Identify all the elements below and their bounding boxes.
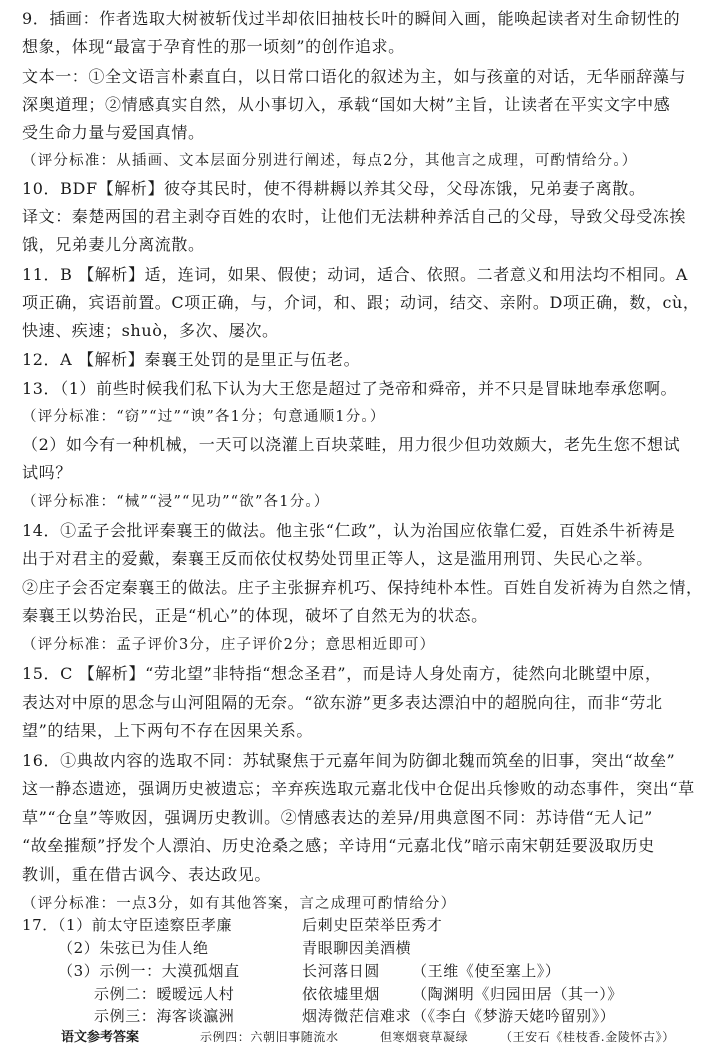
q12-line: 12．A 【解析】秦襄王处罚的是里正与伍老。 — [22, 350, 361, 369]
q9-text-line-2: 深奥道理；②情感真实自然，从小事切入，承载“国如大树”主旨，让读者在平实文字中感 — [22, 95, 671, 114]
q10-translation-line-2: 饿，兄弟妻儿分离流散。 — [22, 235, 205, 254]
q9-scoring-note: （评分标准：从插画、文本层面分别进行阐述，每点2分，其他言之成理，可酌情给分。） — [22, 153, 638, 169]
q16-line-3: 草”“仓皇”等败因，强调历史教训。②情感表达的差异/用典意图不同：苏诗借“无人记” — [22, 808, 653, 827]
q14-line-1: 14．①孟子会批评秦襄王的做法。他主张“仁政”，认为治国应依靠仁爱，百姓杀牛祈祷是 — [22, 521, 676, 540]
q17-row-6-col-a: 示例四：六朝旧事随流水 — [200, 1030, 339, 1044]
q13-part1-scoring-note: （评分标准：“窃”“过”“谀”各1分；句意通顺1分。） — [22, 409, 386, 425]
q17-row-3-col-c: （王维《使至塞上》） — [412, 962, 561, 980]
q17-row-6-col-c: （王安石《桂枝香.金陵怀古》） — [500, 1030, 675, 1044]
q11-line-1: 11．B 【解析】适，连词，如果、假使；动词，适合、依照。二者意义和用法均不相同。A — [22, 265, 688, 284]
q13-part2-line-2: 试吗？ — [22, 463, 72, 482]
q17-row-3-col-a: （3）示例一：大漠孤烟直 — [58, 962, 240, 980]
q17-row-4 — [0, 983, 707, 1006]
q17-row-5-6-container — [0, 1006, 707, 1026]
q10-translation-line-1: 译文：秦楚两国的君主剥夺百姓的农时，让他们无法耕种养活自己的父母，导致父母受冻挨 — [22, 207, 687, 226]
q17-row-5-col-b: 烟涛微茫信难求 — [302, 1007, 412, 1025]
q13-part1-line: 13．（1）前些时候我们私下认为大王您是超过了尧帝和舜帝，并不只是冒昧地奉承您啊。 — [22, 379, 678, 398]
q17-row-4-col-b: 依依墟里烟 — [302, 985, 381, 1003]
q14-line-2: 出于对君主的爱戴，秦襄王反而依仗权势处罚里正等人，这是滥用刑罚、失民心之举。 — [22, 549, 653, 568]
q11-line-3: 快速、疾速；shuò，多次、屡次。 — [22, 321, 279, 340]
q17-row-6-col-b: 但寒烟衰草凝绿 — [380, 1030, 469, 1044]
q17-row-2 — [0, 937, 707, 960]
q17-row-5-col-c: （《李白《梦游天姥吟留别》） — [412, 1007, 616, 1025]
q9-line-1: 9．插画：作者选取大树被斩伐过半却依旧抽枝长叶的瞬间入画，能唤起读者对生命韧性的 — [22, 9, 681, 28]
q17-row-1-col-b: 后刺史臣荣举臣秀才 — [302, 916, 443, 934]
q17-row-3-col-b: 长河落日圆 — [302, 962, 381, 980]
q10-line-1: 10．BDF【解析】彼夺其民时，使不得耕耨以养其父母，父母冻饿，兄弟妻子离散。 — [22, 179, 646, 198]
q15-line-3: 望”的结果，上下两句不存在因果关系。 — [22, 721, 313, 740]
q16-line-1: 16．①典故内容的选取不同：苏轼聚焦于元嘉年间为防御北魏而筑垒的旧事，突出“故垒” — [22, 751, 676, 770]
q9-text-line-3: 受生命力量与爱国真情。 — [22, 123, 205, 142]
q16-line-2: 这一静态遗迹，强调历史被遗忘；辛弃疾选取元嘉北伐中仓促出兵惨败的动态事件，突出“草 — [22, 779, 695, 798]
q17-row-4-col-c: （陶渊明《归园田居（其一）》 — [412, 985, 623, 1003]
q16-scoring-note: （评分标准：一点3分，如有其他答案，言之成理可酌情给分） — [22, 896, 457, 912]
q17-row-3 — [0, 960, 707, 983]
q13-part2-scoring-note: （评分标准：“械”“浸”“见功”“欲”各1分。） — [22, 494, 330, 510]
q11-line-2: 项正确，宾语前置。C项正确，与，介词，和、跟；动词，结交、亲附。D项正确，数，cù， — [22, 293, 700, 312]
q17-row-1-col-a: 17．（1）前太守臣逵察臣孝廉 — [22, 916, 233, 934]
q15-line-1: 15．C 【解析】“劳北望”非特指“想念圣君”，而是诗人身处南方，徒然向北眺望中原， — [22, 664, 662, 683]
q17-row-2-col-b: 青眼聊因美酒横 — [302, 939, 412, 957]
q17-row-2-col-a: （2）朱弦已为佳人绝 — [58, 939, 209, 957]
q17-row-5-col-a: 示例三：海客谈瀛洲 — [94, 1007, 235, 1025]
page-footer-title: 语文参考答案 — [60, 1030, 139, 1045]
q14-line-3: ②庄子会否定秦襄王的做法。庄子主张摒弃机巧、保持纯朴本性。百姓自发祈祷为自然之情， — [22, 578, 703, 597]
q13-part2-line-1: （2）如今有一种机械，一天可以浇灌上百块菜畦，用力很少但功效颇大，老先生您不想试 — [22, 435, 681, 454]
q9-text-line-1: 文本一：①全文语言朴素直白，以日常口语化的叙述为主，如与孩童的对话，无华丽辞藻与 — [22, 67, 687, 86]
q17-row-4-col-a: 示例二：暧暧远人村 — [94, 985, 235, 1003]
q15-line-2: 表达对中原的思念与山河阻隔的无奈。“欲东游”更多表达漂泊中的超脱向往，而非“劳北 — [22, 693, 663, 712]
q17-row-6 — [0, 1027, 707, 1047]
q17-row-1 — [0, 914, 707, 937]
q14-line-4: 秦襄王以势治民，正是“机心”的体现，破坏了自然无为的状态。 — [22, 606, 488, 625]
q16-line-4: “故垒摧颓”抒发个人漂泊、历史沧桑之感；辛诗用“元嘉北伐”暗示南宋朝廷要汲取历史 — [22, 836, 655, 855]
q14-scoring-note: （评分标准：孟子评价3分，庄子评价2分；意思相近即可） — [22, 637, 436, 653]
q16-line-5: 教训，重在借古讽今、表达政见。 — [22, 865, 272, 884]
q9-line-2: 想象，体现“最富于孕育性的那一顷刻”的创作追求。 — [22, 37, 405, 56]
